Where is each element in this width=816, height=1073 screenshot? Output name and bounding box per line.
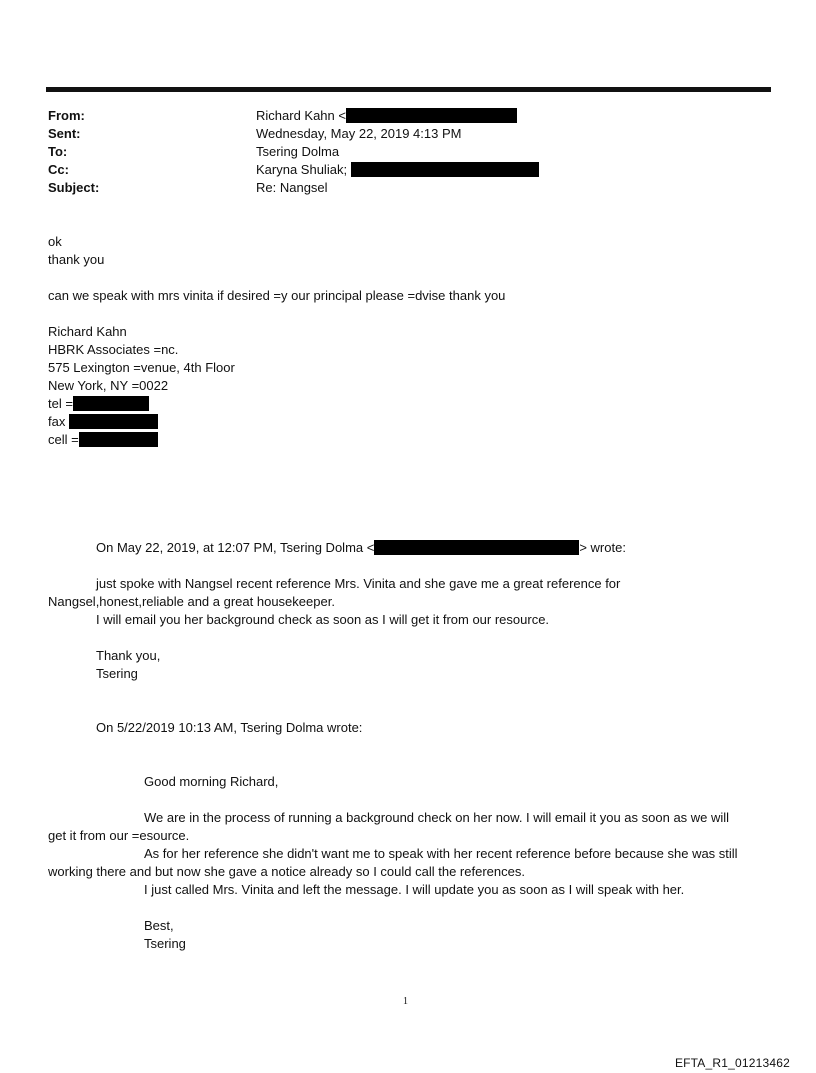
quote-paragraph: I will email you her background check as soon as I will get it from our resource. (96, 612, 550, 627)
redaction-box (346, 108, 517, 123)
cc-label: Cc: (48, 162, 69, 177)
signature-tel (48, 395, 149, 413)
quote-paragraph: We are in the process of running a background check on her now. I will email it you as soon as we will (144, 810, 730, 825)
quote-paragraph: just spoke with Nangsel recent reference Mrs. Vinita and she gave me a great reference for (96, 576, 621, 591)
page-number: 1 (403, 996, 408, 1007)
quote-paragraph: get it from our =esource. (48, 828, 190, 843)
to-value: Tsering Dolma (256, 144, 340, 159)
reply-line: can we speak with mrs vinita if desired =y our principal please =dvise thank you (48, 288, 506, 303)
redaction-box (73, 396, 149, 411)
reply-line: ok (48, 234, 62, 249)
quote-intro-text: > wrote: (579, 540, 626, 555)
quote-intro-text: On May 22, 2019, at 12:07 PM, Tsering Dolma < (96, 540, 375, 555)
quote-signature: Tsering (96, 666, 138, 681)
quote-paragraph: I just called Mrs. Vinita and left the message. I will update you as soon as I will speak with her. (144, 882, 685, 897)
signature-address: New York, NY =0022 (48, 378, 169, 393)
from-label: From: (48, 108, 85, 123)
quote-signature: Tsering (144, 936, 186, 951)
from-name: Richard Kahn < (256, 108, 346, 123)
redaction-box (374, 540, 579, 555)
signature-cell (48, 431, 158, 449)
signature-company: HBRK Associates =nc. (48, 342, 179, 357)
reply-line: thank you (48, 252, 105, 267)
header-rule (46, 87, 771, 92)
cc-value (256, 161, 539, 179)
signature-name: Richard Kahn (48, 324, 127, 339)
document-id: EFTA_R1_01213462 (674, 1056, 790, 1070)
subject-value: Re: Nangsel (256, 180, 328, 195)
cc-name: Karyna Shuliak; (256, 162, 348, 177)
quote-paragraph: working there and but now she gave a notice already so I could call the references. (48, 864, 525, 879)
to-label: To: (48, 144, 68, 159)
quote-closing: Thank you, (96, 648, 161, 663)
from-value (256, 107, 517, 125)
sent-value: Wednesday, May 22, 2019 4:13 PM (256, 126, 462, 141)
fax-label: fax (48, 414, 66, 429)
quote-paragraph: As for her reference she didn't want me to speak with her recent reference before because she was still (144, 846, 738, 861)
cell-label: cell = (48, 432, 79, 447)
redaction-box (69, 414, 158, 429)
sent-label: Sent: (48, 126, 81, 141)
quote-closing: Best, (144, 918, 174, 933)
subject-label: Subject: (48, 180, 100, 195)
quote-intro (96, 539, 626, 557)
tel-label: tel = (48, 396, 73, 411)
quote-paragraph: Nangsel,honest,reliable and a great housekeeper. (48, 594, 335, 609)
redaction-box (351, 162, 539, 177)
signature-fax (48, 413, 158, 431)
quote-greeting: Good morning Richard, (144, 774, 279, 789)
redaction-box (79, 432, 158, 447)
quote-intro: On 5/22/2019 10:13 AM, Tsering Dolma wrote: (96, 720, 363, 735)
signature-address: 575 Lexington =venue, 4th Floor (48, 360, 235, 375)
